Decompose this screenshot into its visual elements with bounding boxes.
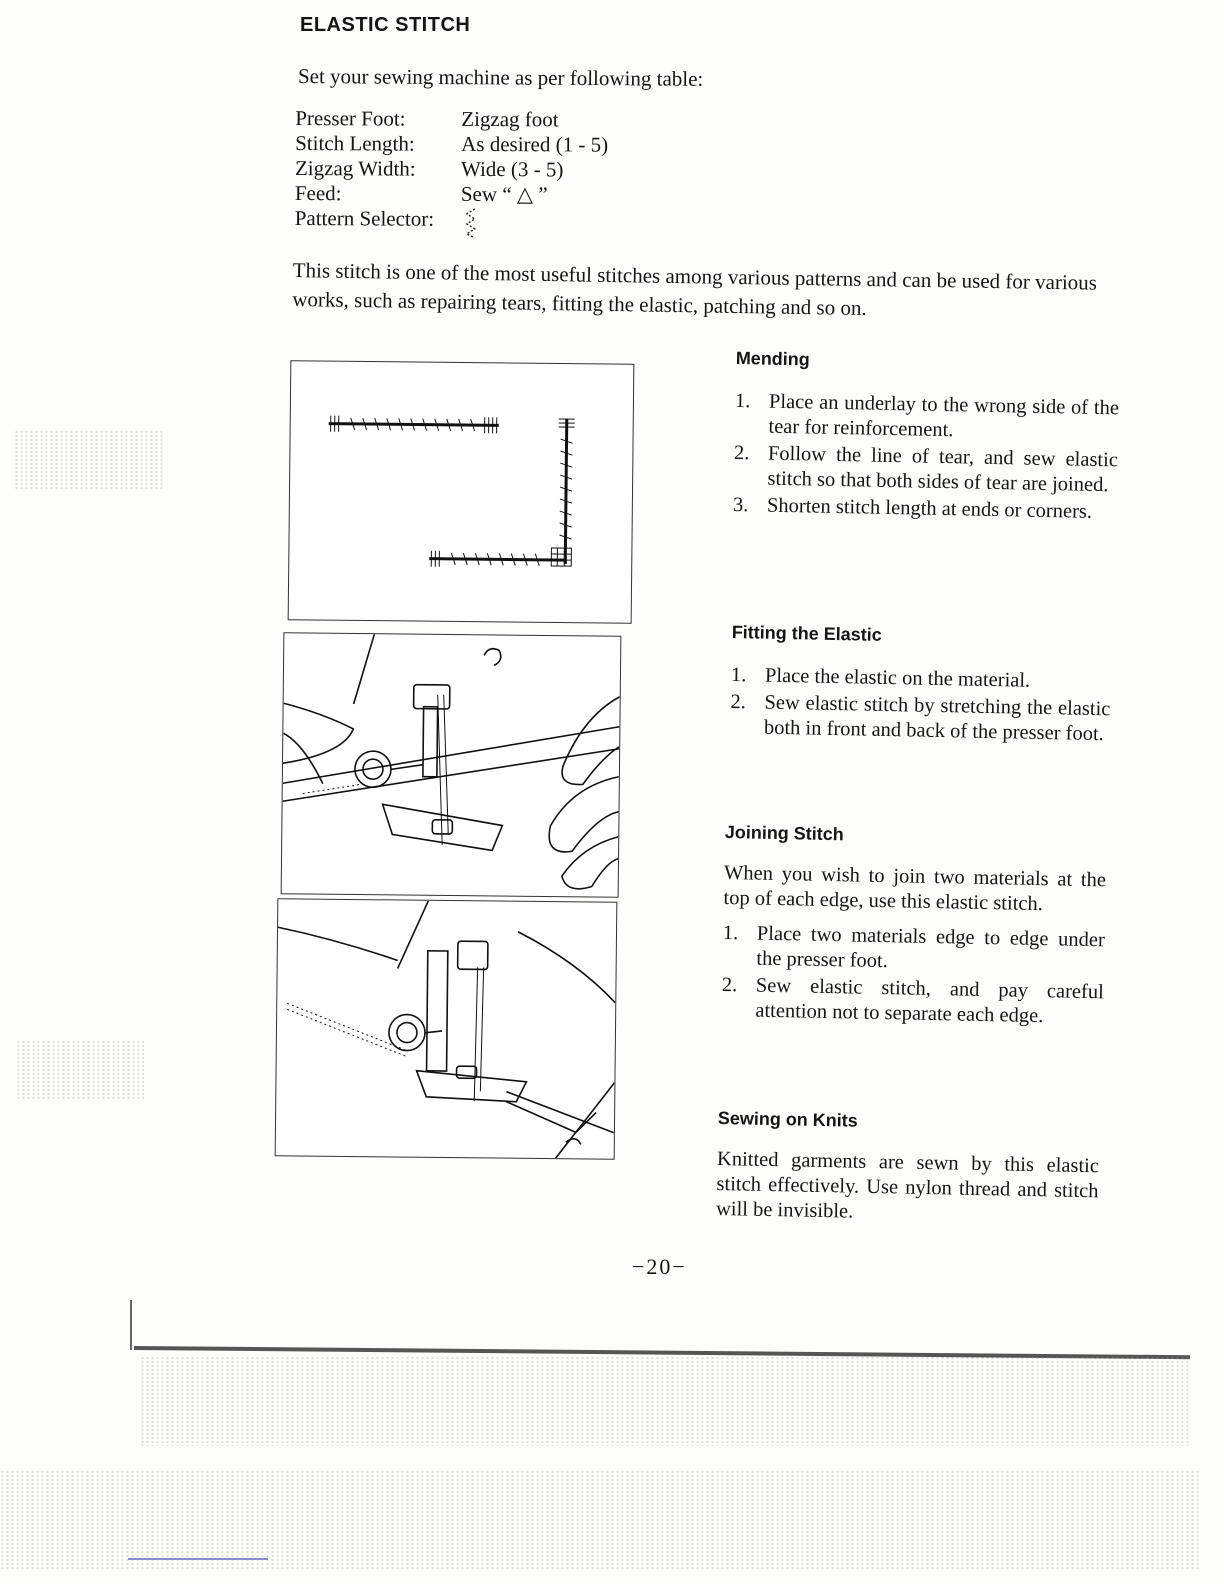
setting-value: Sew “ △ ” bbox=[460, 181, 548, 207]
step-text: Sew elastic stitch by stretching the elastic both in front and back of the presser foot. bbox=[763, 691, 1111, 746]
step-number: 1. bbox=[722, 921, 739, 945]
scan-speckle-left bbox=[14, 430, 164, 490]
joining-steps bbox=[721, 921, 1105, 1030]
list-item bbox=[733, 493, 1117, 525]
settings-table bbox=[295, 106, 609, 240]
setting-value: Wide (3 - 5) bbox=[460, 156, 564, 182]
fitting-section bbox=[730, 622, 1112, 749]
settings-row bbox=[295, 131, 608, 158]
settings-row bbox=[295, 181, 608, 208]
scan-edge-line bbox=[128, 1558, 268, 1560]
list-item bbox=[733, 441, 1118, 498]
joining-intro: When you wish to join two materials at the top of each edge, use this elastic stitch. bbox=[723, 861, 1107, 916]
setting-label: Zigzag Width: bbox=[294, 156, 416, 181]
fitting-steps bbox=[730, 663, 1111, 747]
setting-value: As desired (1 - 5) bbox=[461, 131, 609, 157]
scan-speckle-left bbox=[16, 1040, 144, 1100]
settings-row bbox=[295, 156, 608, 183]
description-text: This stitch is one of the most useful stitches among various patterns and can be used for various works, such as repairing tears, fitting the elastic, patching and so on. bbox=[292, 257, 1098, 321]
step-text: Follow the line of tear, and sew elastic stitch so that both sides of tear are joined. bbox=[767, 442, 1119, 497]
mending-diagram bbox=[288, 360, 635, 624]
setting-label: Presser Foot: bbox=[295, 106, 406, 131]
settings-row bbox=[295, 106, 608, 133]
list-item bbox=[722, 921, 1105, 978]
setting-value: Zigzag foot bbox=[461, 106, 559, 132]
step-number: 2. bbox=[730, 690, 747, 714]
step-text: Place an underlay to the wrong side of the tear for reinforcement. bbox=[768, 390, 1120, 442]
list-item bbox=[721, 973, 1104, 1030]
scan-speckle-bottom bbox=[0, 1470, 1200, 1570]
intro-text: Set your sewing machine as per following table: bbox=[297, 64, 704, 91]
list-item bbox=[730, 690, 1111, 747]
setting-label: Feed: bbox=[294, 180, 342, 206]
scan-speckle-bottom bbox=[140, 1356, 1190, 1446]
step-text: Place two materials edge to edge under the presser foot. bbox=[756, 922, 1106, 973]
mending-section bbox=[733, 348, 1120, 527]
step-number: 1. bbox=[734, 389, 751, 413]
step-number: 3. bbox=[732, 493, 749, 517]
joining-stitch-illustration bbox=[275, 898, 618, 1160]
step-number: 1. bbox=[730, 663, 747, 687]
step-number: 2. bbox=[721, 973, 738, 997]
setting-label: Stitch Length: bbox=[295, 131, 415, 156]
pattern-selector-icon bbox=[461, 207, 485, 239]
setting-label: Pattern Selector: bbox=[294, 205, 435, 231]
fitting-elastic-illustration bbox=[281, 632, 622, 898]
step-text: Shorten stitch length at ends or corners. bbox=[766, 494, 1093, 523]
step-number: 2. bbox=[733, 441, 750, 465]
section-heading: Fitting the Elastic bbox=[731, 622, 882, 645]
page-number: −20− bbox=[632, 1254, 687, 1279]
page-title: ELASTIC STITCH bbox=[300, 14, 471, 36]
joining-section bbox=[721, 822, 1107, 1032]
list-item bbox=[734, 389, 1119, 446]
section-heading: Joining Stitch bbox=[724, 822, 844, 845]
settings-row bbox=[295, 206, 608, 240]
section-heading: Sewing on Knits bbox=[717, 1108, 858, 1131]
knits-section bbox=[716, 1108, 1100, 1229]
scan-edge-line bbox=[130, 1300, 138, 1350]
mending-steps bbox=[733, 389, 1119, 525]
knits-text: Knitted garments are sewn by this elastic stitch effectively. Use nylon thread and stitch will be invisible. bbox=[715, 1147, 1100, 1223]
step-text: Sew elastic stitch, and pay careful attention not to separate each edge. bbox=[755, 974, 1105, 1028]
section-heading: Mending bbox=[735, 348, 810, 370]
step-text: Place the elastic on the material. bbox=[764, 664, 1031, 692]
